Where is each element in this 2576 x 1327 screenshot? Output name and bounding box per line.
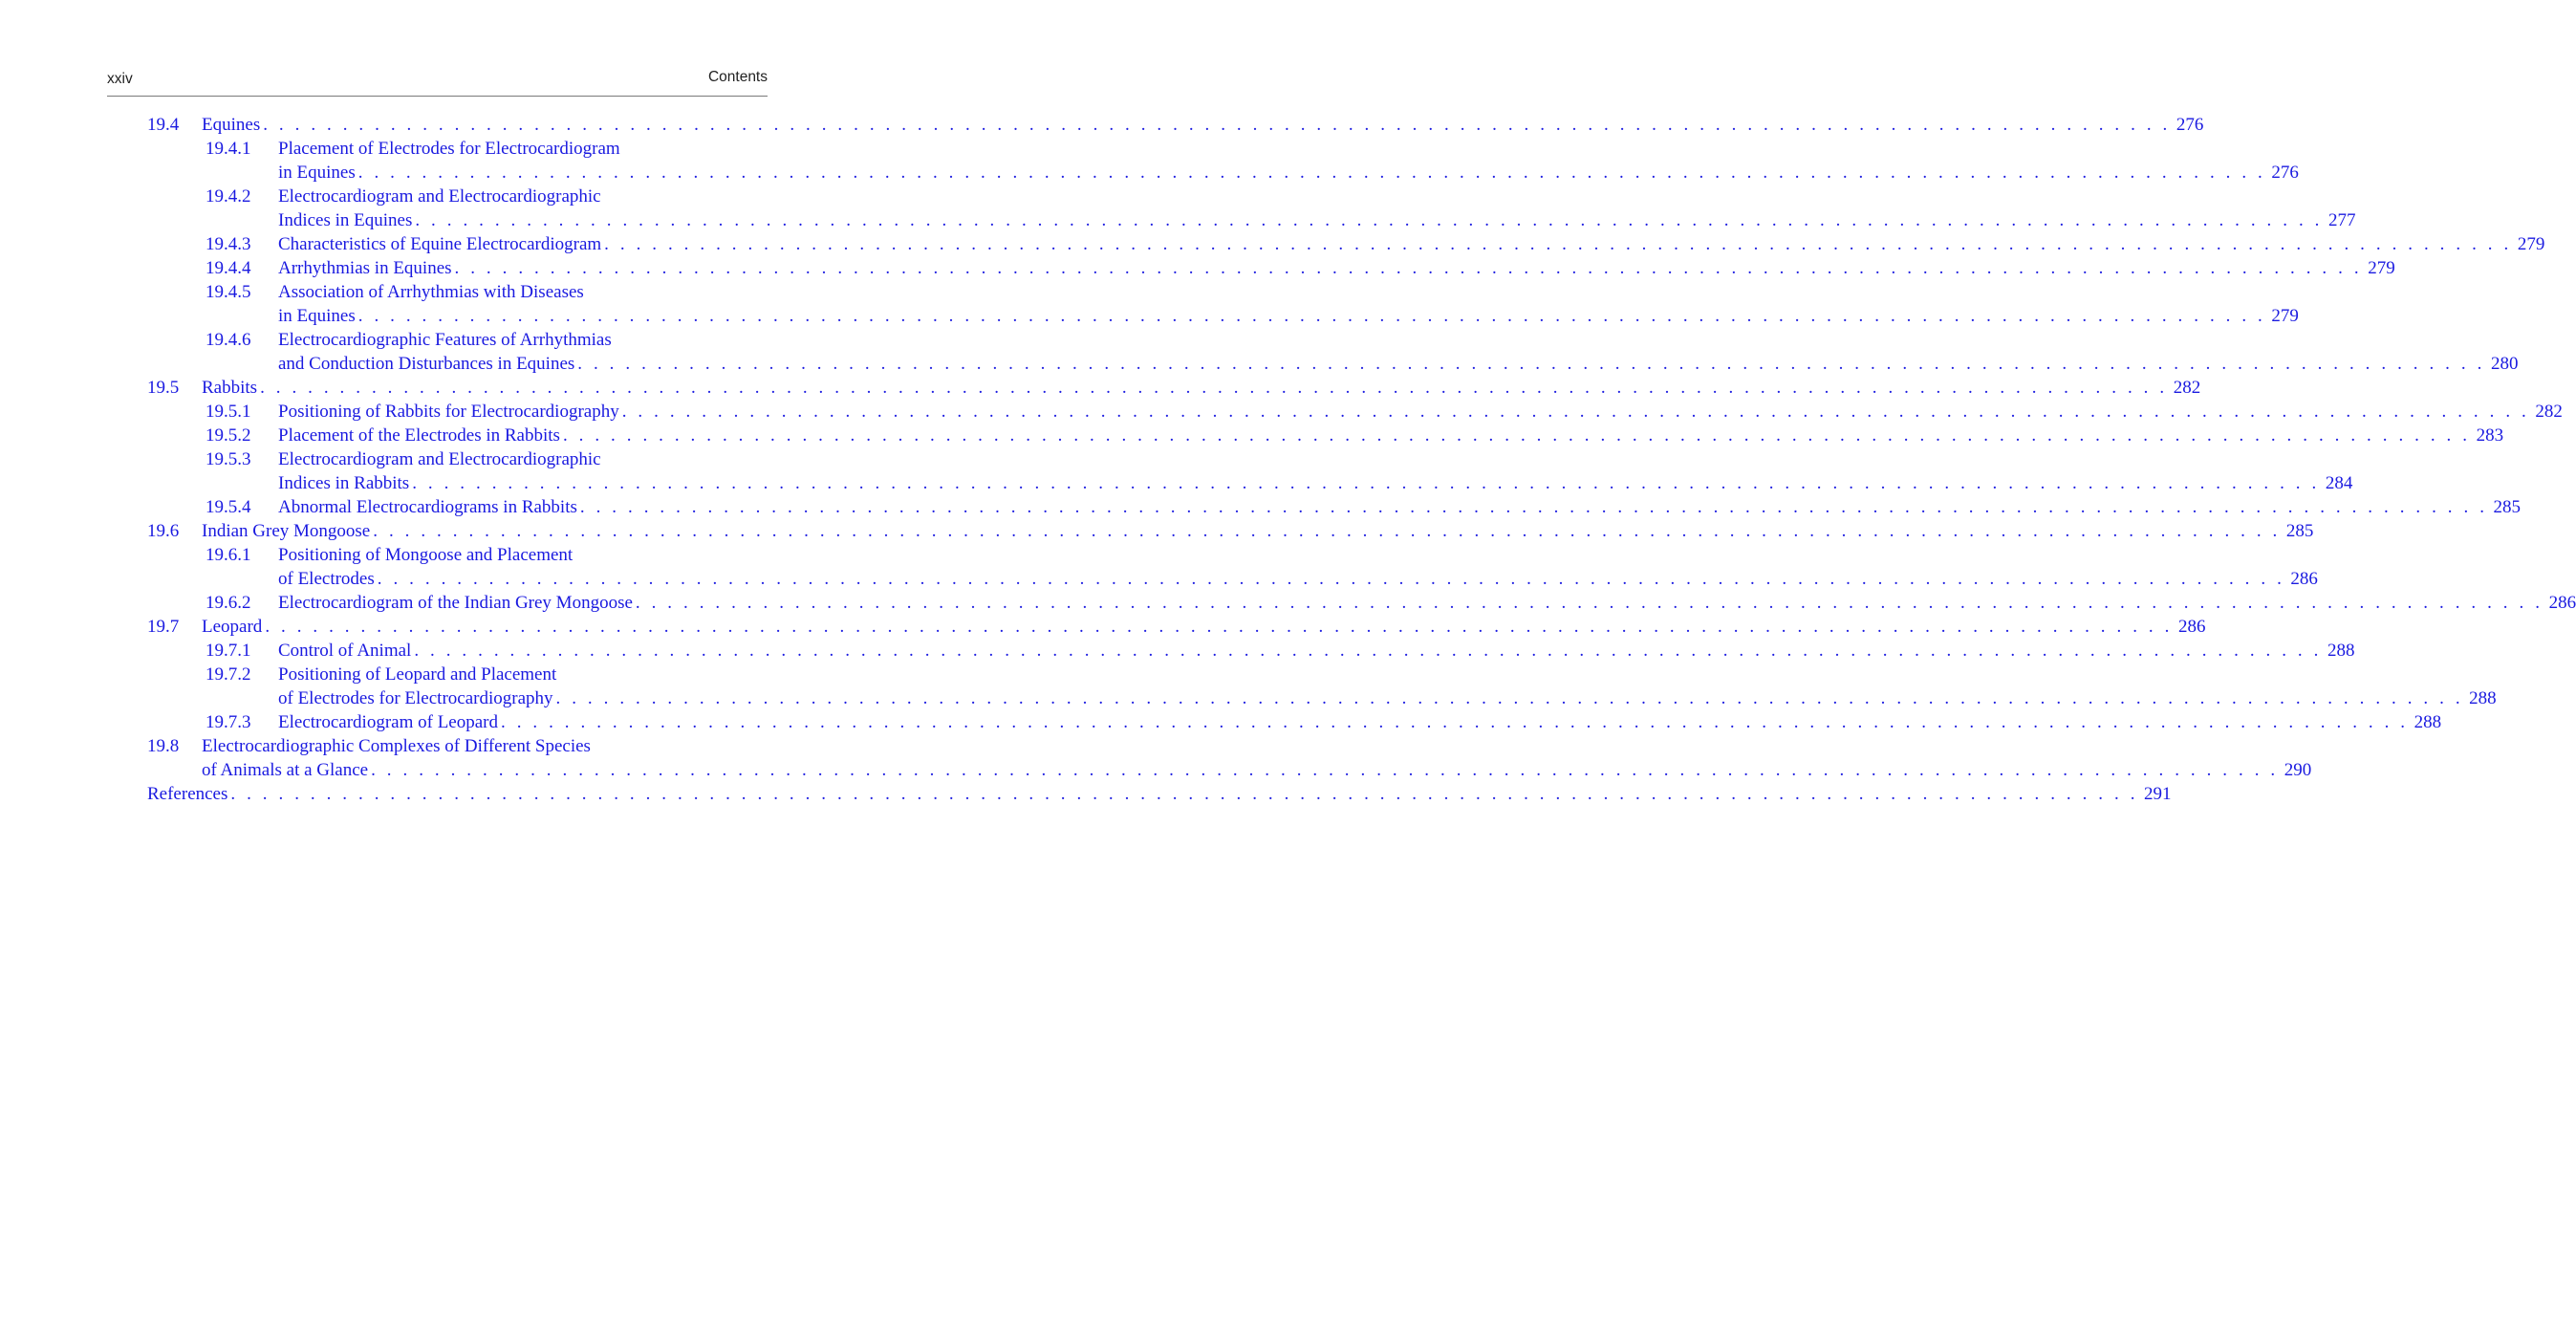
- dot-leader: . . . . . . . . . . . . . . . . . . . . . . . . . . . . . . . . . . . . . . . . . . . . . . . . . . . . . . . . . . . . . . . . . . . . . . . . . . . . . . . . . . . . . . . . . . . . . . . . . . . . . . . . . . . . . . . . . . . . . . . .: [230, 784, 2139, 804]
- toc-entry-title: Characteristics of Equine Electrocardiogram: [278, 234, 602, 254]
- dot-leader: . . . . . . . . . . . . . . . . . . . . . . . . . . . . . . . . . . . . . . . . . . . . . . . . . . . . . . . . . . . . . . . . . . . . . . . . . . . . . . . . . . . . . . . . . . . . . . . . . . . . . . . . . . . . . . . . . . . . . . . .: [635, 593, 2544, 613]
- toc-page-number: 284: [2325, 473, 2353, 493]
- toc-entry-title: Equines: [202, 115, 261, 135]
- toc-page-number: 288: [2414, 712, 2442, 732]
- dot-leader: . . . . . . . . . . . . . . . . . . . . . . . . . . . . . . . . . . . . . . . . . . . . . . . . . . . . . . . . . . . . . . . . . . . . . . . . . . . . . . . . . . . . . . . . . . . . . . . . . . . . . . . . . . . . . . . . . . . . . . . .: [377, 569, 2285, 589]
- toc-entry-title: in Equines: [278, 306, 356, 326]
- toc-line[interactable]: [0, 471, 2353, 495]
- toc-entry-number: 19.4.4: [206, 258, 251, 278]
- toc-line[interactable]: [0, 663, 876, 686]
- toc-line[interactable]: [0, 256, 2395, 280]
- toc-page-number: 279: [2271, 306, 2299, 326]
- toc-line[interactable]: [0, 686, 2497, 710]
- toc-entry-title: Indices in Rabbits: [278, 473, 410, 493]
- toc-line[interactable]: [0, 352, 2519, 376]
- toc-entry-title: Indices in Equines: [278, 210, 413, 230]
- dot-leader: . . . . . . . . . . . . . . . . . . . . . . . . . . . . . . . . . . . . . . . . . . . . . . . . . . . . . . . . . . . . . . . . . . . . . . . . . . . . . . . . . . . . . . . . . . . . . . . . . . . . . . . . . . . . . . . . . . . . . . . .: [263, 115, 2171, 135]
- dot-leader: . . . . . . . . . . . . . . . . . . . . . . . . . . . . . . . . . . . . . . . . . . . . . . . . . . . . . . . . . . . . . . . . . . . . . . . . . . . . . . . . . . . . . . . . . . . . . . . . . . . . . . . . . . . . . . . . . . . . . . . .: [373, 521, 2281, 541]
- toc-line[interactable]: [0, 304, 2299, 328]
- toc-line[interactable]: [0, 328, 876, 352]
- toc-entry-title: Placement of Electrodes for Electrocardiogram: [278, 139, 620, 159]
- toc-entry-number: 19.5.4: [206, 497, 251, 517]
- toc-entry-number: 19.5.2: [206, 425, 251, 446]
- dot-leader: . . . . . . . . . . . . . . . . . . . . . . . . . . . . . . . . . . . . . . . . . . . . . . . . . . . . . . . . . . . . . . . . . . . . . . . . . . . . . . . . . . . . . . . . . . . . . . . . . . . . . . . . . . . . . . . . . . . . . . . .: [415, 210, 2324, 230]
- dot-leader: . . . . . . . . . . . . . . . . . . . . . . . . . . . . . . . . . . . . . . . . . . . . . . . . . . . . . . . . . . . . . . . . . . . . . . . . . . . . . . . . . . . . . . . . . . . . . . . . . . . . . . . . . . . . . . . . . . . . . . . .: [577, 354, 2485, 374]
- toc-entry-title: Positioning of Leopard and Placement: [278, 664, 557, 685]
- toc-entry-number: 19.4: [147, 115, 180, 135]
- toc-page-number: 288: [2469, 688, 2497, 708]
- toc-line[interactable]: [0, 137, 876, 161]
- toc-page-number: 286: [2290, 569, 2318, 589]
- toc-page-number: 285: [2493, 497, 2522, 517]
- toc-entry-number: 19.7.3: [206, 712, 251, 732]
- toc-line[interactable]: [0, 615, 2206, 639]
- dot-leader: . . . . . . . . . . . . . . . . . . . . . . . . . . . . . . . . . . . . . . . . . . . . . . . . . . . . . . . . . . . . . . . . . . . . . . . . . . . . . . . . . . . . . . . . . . . . . . . . . . . . . . . . . . . . . . . . . . . . . . . .: [357, 163, 2266, 183]
- toc-line[interactable]: [0, 495, 2522, 519]
- toc-entry-title: of Electrodes for Electrocardiography: [278, 688, 553, 708]
- toc-entry-title: Rabbits: [202, 378, 258, 398]
- toc-line[interactable]: [0, 543, 876, 567]
- toc-entry-title: Positioning of Rabbits for Electrocardiography: [278, 402, 619, 422]
- toc-page-number: 286: [2548, 593, 2576, 613]
- toc-line[interactable]: [0, 591, 2576, 615]
- dot-leader: . . . . . . . . . . . . . . . . . . . . . . . . . . . . . . . . . . . . . . . . . . . . . . . . . . . . . . . . . . . . . . . . . . . . . . . . . . . . . . . . . . . . . . . . . . . . . . . . . . . . . . . . . . . . . . . . . . . . . . . .: [260, 378, 2168, 398]
- toc-entry-number: 19.6: [147, 521, 180, 541]
- toc-page-number: 285: [2285, 521, 2314, 541]
- toc-page-number: 276: [2271, 163, 2299, 183]
- dot-leader: . . . . . . . . . . . . . . . . . . . . . . . . . . . . . . . . . . . . . . . . . . . . . . . . . . . . . . . . . . . . . . . . . . . . . . . . . . . . . . . . . . . . . . . . . . . . . . . . . . . . . . . . . . . . . . . . . . . . . . . .: [604, 234, 2512, 254]
- dot-leader: . . . . . . . . . . . . . . . . . . . . . . . . . . . . . . . . . . . . . . . . . . . . . . . . . . . . . . . . . . . . . . . . . . . . . . . . . . . . . . . . . . . . . . . . . . . . . . . . . . . . . . . . . . . . . . . . . . . . . . . .: [371, 760, 2279, 780]
- toc-entry-title: Placement of the Electrodes in Rabbits: [278, 425, 560, 446]
- toc-entry-number: 19.5: [147, 378, 180, 398]
- toc-page-number: 277: [2328, 210, 2356, 230]
- toc-page-number: 288: [2327, 641, 2355, 661]
- toc-page-number: 290: [2284, 760, 2312, 780]
- toc-line[interactable]: [0, 782, 2172, 806]
- toc-entry-title: Electrocardiogram and Electrocardiographic: [278, 186, 601, 207]
- dot-leader: . . . . . . . . . . . . . . . . . . . . . . . . . . . . . . . . . . . . . . . . . . . . . . . . . . . . . . . . . . . . . . . . . . . . . . . . . . . . . . . . . . . . . . . . . . . . . . . . . . . . . . . . . . . . . . . . . . . . . . . .: [501, 712, 2409, 732]
- toc-page-number: 286: [2177, 617, 2206, 637]
- toc-entry-number: 19.7.2: [206, 664, 251, 685]
- toc-entry-number: 19.4.2: [206, 186, 251, 207]
- toc-page-number: 276: [2176, 115, 2204, 135]
- page-number-label: xxiv: [107, 71, 133, 87]
- toc-entry-title: Arrhythmias in Equines: [278, 258, 452, 278]
- toc-line[interactable]: [0, 447, 876, 471]
- toc-entry-number: 19.5.3: [206, 449, 251, 469]
- toc-entry-title: Positioning of Mongoose and Placement: [278, 545, 574, 565]
- dot-leader: . . . . . . . . . . . . . . . . . . . . . . . . . . . . . . . . . . . . . . . . . . . . . . . . . . . . . . . . . . . . . . . . . . . . . . . . . . . . . . . . . . . . . . . . . . . . . . . . . . . . . . . . . . . . . . . . . . . . . . . .: [412, 473, 2320, 493]
- toc-line[interactable]: [0, 758, 2312, 782]
- toc-line[interactable]: [0, 400, 2563, 424]
- toc-page-number: 283: [2476, 425, 2504, 446]
- toc-entry-number: 19.7: [147, 617, 180, 637]
- toc-line[interactable]: [0, 161, 2299, 185]
- toc-page-number: 279: [2368, 258, 2395, 278]
- toc-entry-title: Electrocardiogram of the Indian Grey Mongoose: [278, 593, 633, 613]
- dot-leader: . . . . . . . . . . . . . . . . . . . . . . . . . . . . . . . . . . . . . . . . . . . . . . . . . . . . . . . . . . . . . . . . . . . . . . . . . . . . . . . . . . . . . . . . . . . . . . . . . . . . . . . . . . . . . . . . . . . . . . . .: [579, 497, 2488, 517]
- toc-line[interactable]: [0, 519, 2314, 543]
- toc-entry-title: Electrocardiogram of Leopard: [278, 712, 498, 732]
- toc-line[interactable]: [0, 113, 2204, 137]
- toc-entry-title: of Animals at a Glance: [202, 760, 369, 780]
- toc-entry-title: Electrocardiographic Features of Arrhythmias: [278, 330, 612, 350]
- toc-entry-number: 19.8: [147, 736, 180, 756]
- toc-entry-title: and Conduction Disturbances in Equines: [278, 354, 575, 374]
- toc-entry-title: Leopard: [202, 617, 263, 637]
- toc-entry-title: Control of Animal: [278, 641, 412, 661]
- dot-leader: . . . . . . . . . . . . . . . . . . . . . . . . . . . . . . . . . . . . . . . . . . . . . . . . . . . . . . . . . . . . . . . . . . . . . . . . . . . . . . . . . . . . . . . . . . . . . . . . . . . . . . . . . . . . . . . . . . . . . . . .: [414, 641, 2322, 661]
- toc-page-number: 282: [2173, 378, 2201, 398]
- toc-line[interactable]: [0, 639, 2355, 663]
- toc-entry-number: 19.6.2: [206, 593, 251, 613]
- toc-entry-number: 19.7.1: [206, 641, 251, 661]
- toc-line[interactable]: [0, 280, 876, 304]
- toc-entry-title: in Equines: [278, 163, 356, 183]
- toc-entry-title: References: [147, 784, 228, 804]
- toc-entry-title: Electrocardiogram and Electrocardiographic: [278, 449, 601, 469]
- toc-entry-number: 19.5.1: [206, 402, 251, 422]
- toc-entry-number: 19.4.1: [206, 139, 251, 159]
- toc-page-number: 291: [2144, 784, 2172, 804]
- toc-entry-title: Indian Grey Mongoose: [202, 521, 371, 541]
- dot-leader: . . . . . . . . . . . . . . . . . . . . . . . . . . . . . . . . . . . . . . . . . . . . . . . . . . . . . . . . . . . . . . . . . . . . . . . . . . . . . . . . . . . . . . . . . . . . . . . . . . . . . . . . . . . . . . . . . . . . . . . .: [454, 258, 2363, 278]
- toc-line[interactable]: [0, 185, 876, 208]
- toc-line[interactable]: [0, 424, 2504, 447]
- toc-entry-title: of Electrodes: [278, 569, 375, 589]
- toc-entry-number: 19.4.3: [206, 234, 251, 254]
- running-title: Contents: [707, 69, 768, 85]
- toc-page-number: 282: [2535, 402, 2563, 422]
- dot-leader: . . . . . . . . . . . . . . . . . . . . . . . . . . . . . . . . . . . . . . . . . . . . . . . . . . . . . . . . . . . . . . . . . . . . . . . . . . . . . . . . . . . . . . . . . . . . . . . . . . . . . . . . . . . . . . . . . . . . . . . .: [357, 306, 2266, 326]
- running-header: [107, 67, 768, 97]
- toc-line[interactable]: [0, 734, 876, 758]
- toc-line[interactable]: [0, 567, 2318, 591]
- dot-leader: . . . . . . . . . . . . . . . . . . . . . . . . . . . . . . . . . . . . . . . . . . . . . . . . . . . . . . . . . . . . . . . . . . . . . . . . . . . . . . . . . . . . . . . . . . . . . . . . . . . . . . . . . . . . . . . . . . . . . . . .: [265, 617, 2173, 637]
- toc-entry-number: 19.6.1: [206, 545, 251, 565]
- toc-line[interactable]: [0, 208, 2356, 232]
- toc-page-number: 280: [2490, 354, 2519, 374]
- dot-leader: . . . . . . . . . . . . . . . . . . . . . . . . . . . . . . . . . . . . . . . . . . . . . . . . . . . . . . . . . . . . . . . . . . . . . . . . . . . . . . . . . . . . . . . . . . . . . . . . . . . . . . . . . . . . . . . . . . . . . . . .: [621, 402, 2530, 422]
- toc-entry-title: Abnormal Electrocardiograms in Rabbits: [278, 497, 577, 517]
- toc-line[interactable]: [0, 710, 2442, 734]
- toc-line[interactable]: [0, 376, 2201, 400]
- toc-page-number: 279: [2517, 234, 2545, 254]
- toc-entry-number: 19.4.6: [206, 330, 251, 350]
- toc-line[interactable]: [0, 232, 2545, 256]
- dot-leader: . . . . . . . . . . . . . . . . . . . . . . . . . . . . . . . . . . . . . . . . . . . . . . . . . . . . . . . . . . . . . . . . . . . . . . . . . . . . . . . . . . . . . . . . . . . . . . . . . . . . . . . . . . . . . . . . . . . . . . . .: [555, 688, 2464, 708]
- toc-entry-title: Electrocardiographic Complexes of Different Species: [202, 736, 591, 756]
- toc-entry-number: 19.4.5: [206, 282, 251, 302]
- toc-entry-title: Association of Arrhythmias with Diseases: [278, 282, 584, 302]
- dot-leader: . . . . . . . . . . . . . . . . . . . . . . . . . . . . . . . . . . . . . . . . . . . . . . . . . . . . . . . . . . . . . . . . . . . . . . . . . . . . . . . . . . . . . . . . . . . . . . . . . . . . . . . . . . . . . . . . . . . . . . . .: [562, 425, 2471, 446]
